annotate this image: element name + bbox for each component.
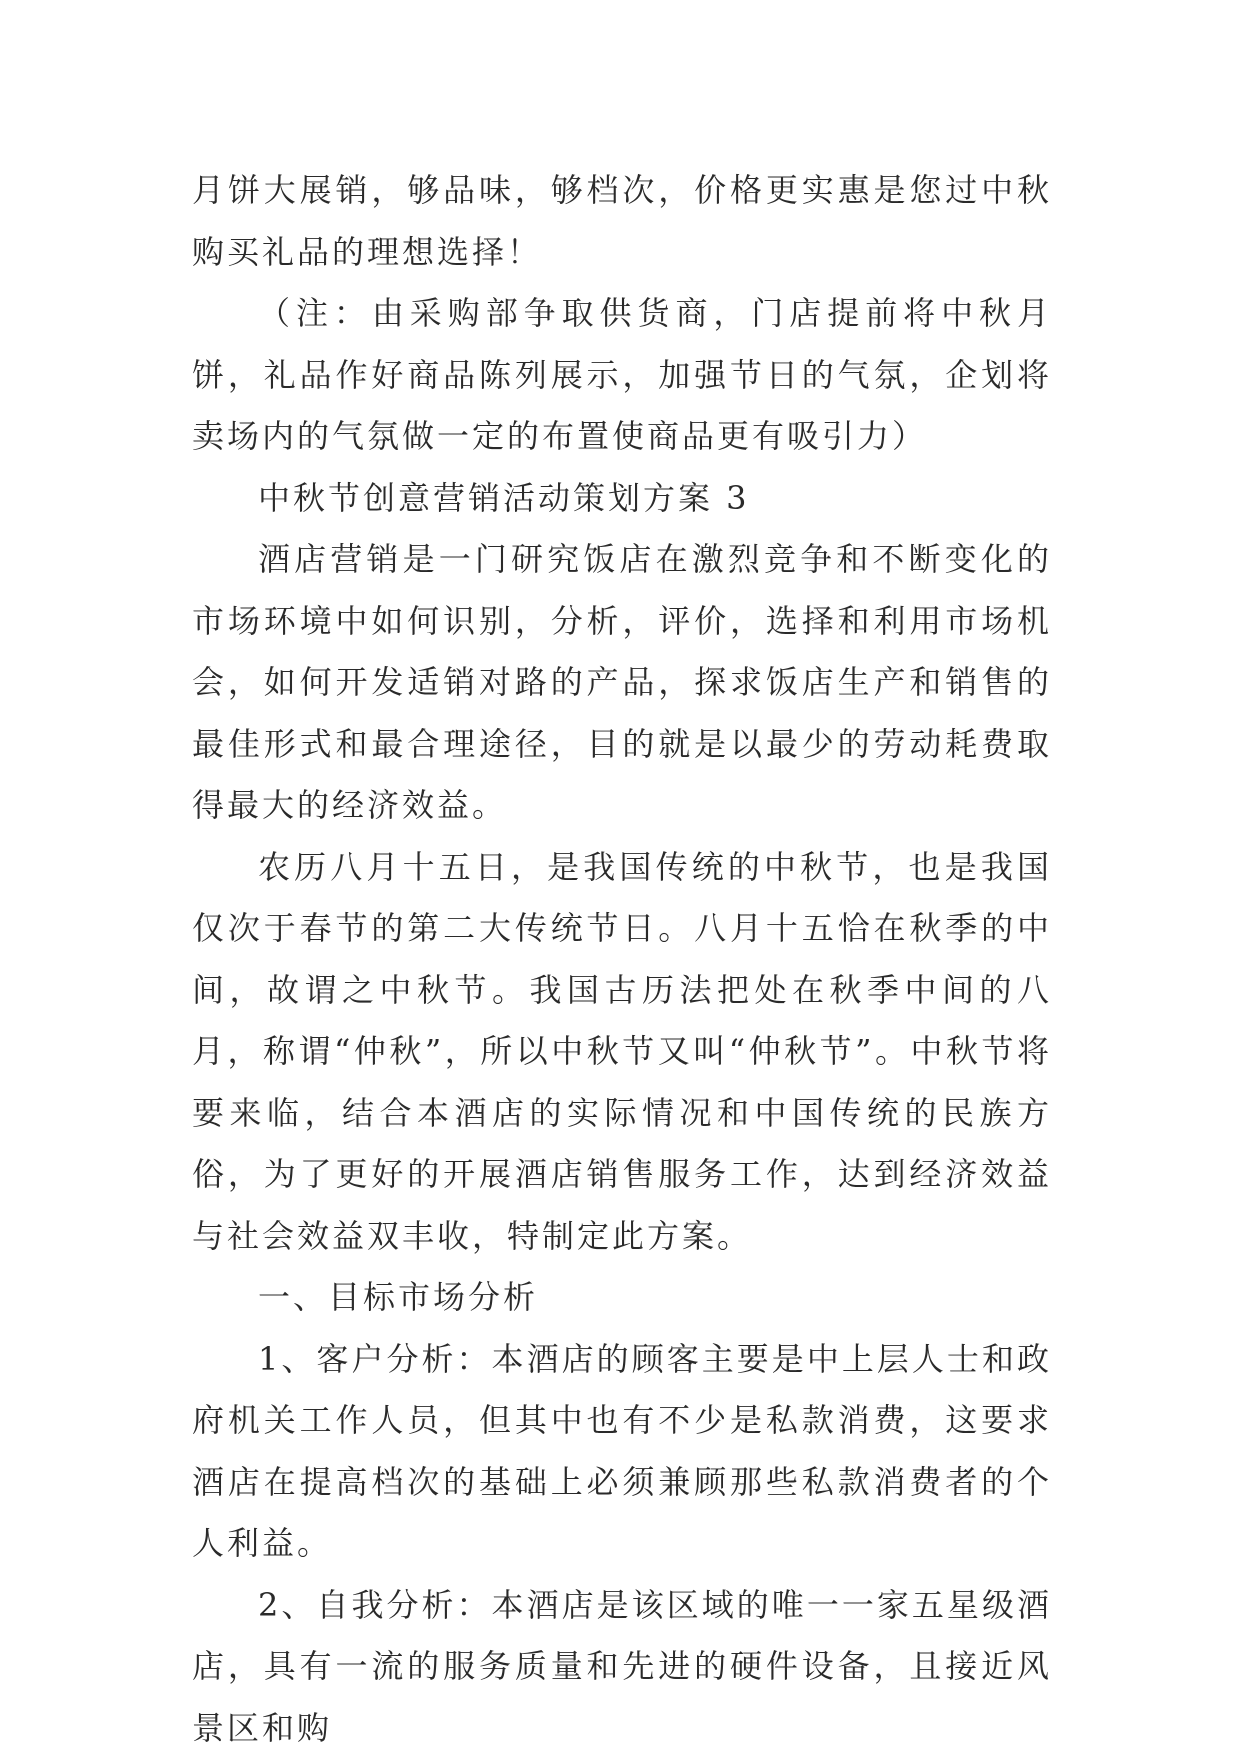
paragraph-self-analysis: 2、自我分析：本酒店是该区域的唯一一家五星级酒店，具有一流的服务质量和先进的硬件设备，且接近风景区和购 [192,1575,1052,1759]
paragraph-hotel-marketing: 酒店营销是一门研究饭店在激烈竞争和不断变化的市场环境中如何识别，分析，评价，选择和利用市场机会，如何开发适销对路的产品，探求饭店生产和销售的最佳形式和最合理途径，目的就是以最少的劳动耗费取得最大的经济效益。 [192,529,1052,837]
paragraph-mid-autumn-intro: 农历八月十五日，是我国传统的中秋节，也是我国仅次于春节的第二大传统节日。八月十五恰在秋季的中间，故谓之中秋节。我国古历法把处在秋季中间的八月，称谓“仲秋”，所以中秋节又叫“仲秋节”。中秋节将要来临，结合本酒店的实际情况和中国传统的民族方俗，为了更好的开展酒店销售服务工作，达到经济效益与社会效益双丰收，特制定此方案。 [192,837,1052,1268]
paragraph-customer-analysis: 1、客户分析：本酒店的顾客主要是中上层人士和政府机关工作人员，但其中也有不少是私款消费，这要求酒店在提高档次的基础上必须兼顾那些私款消费者的个人利益。 [192,1329,1052,1575]
heading-target-market-analysis: 一、目标市场分析 [192,1267,1052,1329]
paragraph-mooncake-sale: 月饼大展销，够品味，够档次，价格更实惠是您过中秋购买礼品的理想选择！ [192,160,1052,283]
paragraph-note: （注：由采购部争取供货商，门店提前将中秋月饼，礼品作好商品陈列展示，加强节日的气氛，企划将卖场内的气氛做一定的布置使商品更有吸引力） [192,283,1052,468]
document-body [192,160,1052,1759]
section-title-plan-3: 中秋节创意营销活动策划方案 3 [192,468,1052,530]
